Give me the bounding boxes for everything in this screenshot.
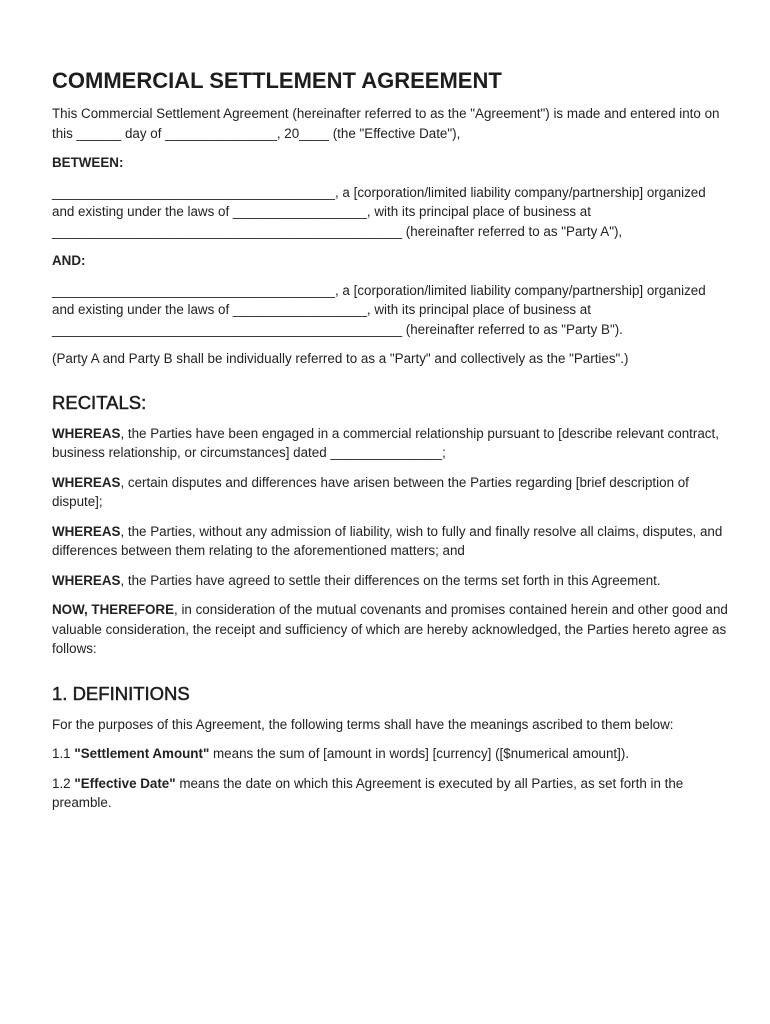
document-page	[52, 68, 728, 823]
recital-text: , certain disputes and differences have arisen between the Parties regarding [brief description of dispute];	[52, 474, 689, 509]
definition-text: means the sum of [amount in words] [currency] ([$numerical amount]).	[209, 746, 630, 761]
definition-1-2	[52, 774, 728, 813]
intro-paragraph: This Commercial Settlement Agreement (hereinafter referred to as the "Agreement") is made and entered into on this ______ day of _______________, 20____ (the "Effective Date"),	[52, 106, 720, 141]
whereas-label: WHEREAS	[52, 425, 121, 441]
recital-text: , the Parties have been engaged in a commercial relationship pursuant to [describe relevant contract, business relationship, or circumstances] dated _______________;	[52, 425, 719, 460]
and-label: AND:	[52, 253, 86, 268]
party-b-paragraph: ______________________________________, a [corporation/limited liability company/partnership] organized and existing under the laws of __________________, with its principal place of business at _______________________________________________ (hereinafter referred to as "Party B").	[52, 282, 706, 337]
definition-term: "Effective Date"	[74, 775, 176, 791]
recital-1	[52, 424, 728, 463]
between-label: BETWEEN:	[52, 155, 124, 170]
definition-number: 1.1	[52, 746, 75, 761]
recital-text: , the Parties have agreed to settle their differences on the terms set forth in this Agreement.	[120, 572, 661, 588]
definitions-intro: For the purposes of this Agreement, the following terms shall have the meanings ascribed to them below:	[52, 716, 674, 732]
definition-1-1	[52, 744, 728, 764]
definitions-heading: 1. DEFINITIONS	[52, 682, 190, 704]
whereas-label: WHEREAS	[52, 572, 121, 588]
parties-note: (Party A and Party B shall be individually referred to as a "Party" and collectively as the "Parties".)	[52, 351, 629, 366]
recital-2	[52, 473, 728, 512]
definition-number: 1.2	[52, 775, 75, 791]
whereas-label: WHEREAS	[52, 523, 121, 539]
now-therefore-text: , in consideration of the mutual covenants and promises contained herein and other good and valuable consideration, the receipt and sufficiency of which are hereby acknowledged, the Parties hereto agree as follows:	[52, 602, 728, 656]
definition-term: "Settlement Amount"	[74, 746, 210, 761]
definition-text: means the date on which this Agreement is executed by all Parties, as set forth in the preamble.	[52, 775, 684, 810]
whereas-label: WHEREAS	[52, 474, 121, 490]
recital-text: , the Parties, without any admission of liability, wish to fully and finally resolve all claims, disputes, and differences between them relating to the aforementioned matters; and	[52, 523, 723, 558]
now-therefore-paragraph	[52, 600, 728, 659]
party-a-paragraph: ______________________________________, a [corporation/limited liability company/partnership] organized and existing under the laws of __________________, with its principal place of business at _______________________________________________ (hereinafter referred to as "Party A"),	[52, 184, 706, 239]
recitals-heading: RECITALS:	[52, 391, 147, 413]
recital-4	[52, 571, 728, 591]
now-therefore-label: NOW, THEREFORE	[52, 602, 175, 617]
document-title: COMMERCIAL SETTLEMENT AGREEMENT	[52, 68, 502, 93]
recital-3	[52, 522, 728, 561]
